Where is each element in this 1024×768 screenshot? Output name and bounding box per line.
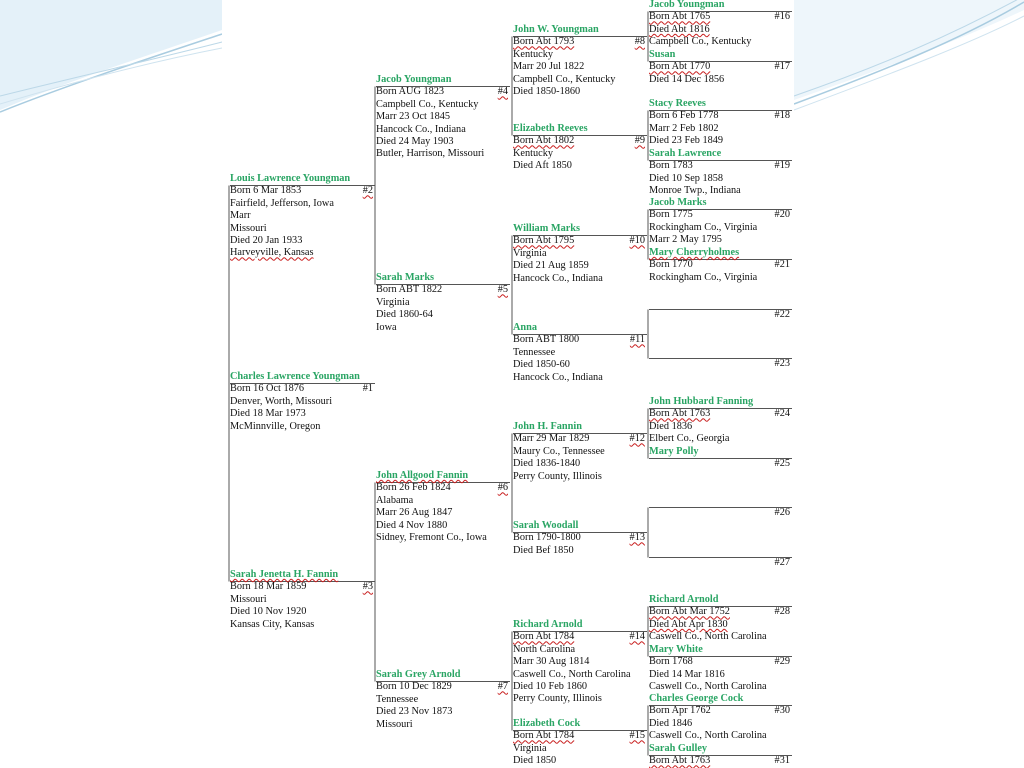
person-detail-line: Died 10 Sep 1858 (649, 172, 724, 184)
person-detail-line: Missouri (230, 593, 267, 605)
person-detail-line: Died 18 Mar 1973 (230, 408, 306, 420)
ahnentafel-number: #21 (774, 259, 790, 271)
person-detail-line: Campbell Co., Kentucky (376, 98, 479, 110)
person-detail-line: Marr 30 Aug 1814 (513, 656, 590, 668)
ahnentafel-number: #7 (497, 681, 508, 693)
person-name[interactable]: John Allgood Fannin (376, 470, 469, 481)
person-detail-line: Sidney, Fremont Co., Iowa (376, 531, 487, 543)
person-name[interactable]: Sarah Gulley (649, 743, 708, 754)
person-15 (513, 718, 645, 768)
person-detail-line: Campbell Co., Kentucky (513, 73, 616, 85)
ahnentafel-number: #8 (634, 36, 645, 48)
person-12 (513, 421, 645, 483)
person-name[interactable]: Jacob Marks (649, 197, 707, 208)
person-13 (513, 520, 645, 557)
person-detail-line: Virginia (513, 247, 547, 259)
person-9 (513, 123, 645, 173)
ahnentafel-number: #25 (774, 458, 790, 470)
ahnentafel-number: #20 (774, 209, 790, 221)
person-detail-line: Elbert Co., Georgia (649, 433, 730, 445)
person-name[interactable]: Louis Lawrence Youngman (230, 173, 351, 184)
ahnentafel-number: #28 (774, 606, 790, 618)
ahnentafel-number: #14 (629, 631, 645, 643)
ahnentafel-number: #5 (497, 284, 508, 296)
person-detail-line: Born 1775 (649, 209, 693, 221)
person-25 (649, 446, 790, 470)
ahnentafel-number: #18 (774, 110, 790, 122)
person-6 (376, 470, 508, 544)
person-17 (649, 49, 790, 86)
person-24 (649, 396, 790, 446)
person-5 (376, 272, 508, 334)
person-detail-line: Campbell Co., Kentucky (649, 36, 752, 48)
person-detail-line: Harveyville, Kansas (230, 247, 314, 259)
person-4 (376, 74, 508, 161)
ahnentafel-number: #29 (774, 656, 790, 668)
person-name[interactable]: Susan (649, 49, 676, 60)
person-detail-line: Caswell Co., North Carolina (649, 681, 767, 693)
person-name[interactable]: Charles George Cock (649, 693, 744, 704)
person-3 (230, 569, 373, 631)
person-detail-line: Hancock Co., Indiana (513, 272, 603, 284)
person-detail-line: Marr 23 Oct 1845 (376, 111, 451, 123)
ahnentafel-number: #9 (634, 135, 645, 147)
person-name[interactable]: John Hubbard Fanning (649, 396, 754, 407)
ahnentafel-number: #3 (362, 581, 373, 593)
ahnentafel-number: #23 (774, 358, 790, 370)
person-detail-line: Born ABT 1800 (513, 334, 580, 346)
person-name[interactable]: Richard Arnold (649, 594, 719, 605)
ahnentafel-number: #2 (362, 185, 373, 197)
person-detail-line: Caswell Co., North Carolina (649, 730, 767, 742)
person-detail-line: Tennessee (376, 693, 419, 705)
ahnentafel-number: #19 (774, 160, 790, 172)
ahnentafel-number: #11 (629, 334, 645, 346)
person-detail-line: Born 1770 (649, 259, 693, 271)
person-detail-line: Hancock Co., Indiana (513, 371, 603, 383)
ahnentafel-number: #22 (774, 309, 790, 321)
ahnentafel-number: #12 (629, 433, 645, 445)
ahnentafel-number: #1 (362, 383, 373, 395)
person-detail-line: Marr 20 Jul 1822 (513, 61, 585, 73)
person-1 (230, 371, 373, 433)
person-detail-line: Rockingham Co., Virginia (649, 221, 758, 233)
person-detail-line: Monroe Twp., Indiana (649, 185, 741, 197)
person-name[interactable]: Charles Lawrence Youngman (230, 371, 360, 382)
person-detail-line: Kentucky (513, 147, 554, 159)
person-name[interactable]: Jacob Youngman (649, 0, 725, 10)
person-28 (649, 594, 790, 644)
ahnentafel-number: #24 (774, 408, 790, 420)
person-detail-line: Died 14 Dec 1856 (649, 73, 725, 85)
person-detail-line: Maury Co., Tennessee (513, 445, 605, 457)
person-name[interactable]: Jacob Youngman (376, 74, 452, 85)
person-detail-line: Born Abt 1770 (649, 61, 711, 73)
person-name[interactable]: Sarah Marks (376, 272, 435, 283)
person-detail-line: Died 23 Feb 1849 (649, 135, 724, 147)
person-19 (649, 148, 790, 198)
person-27 (649, 545, 790, 569)
person-detail-line: Marr 2 Feb 1802 (649, 122, 719, 134)
person-detail-line: Died 10 Feb 1860 (513, 680, 588, 692)
person-name[interactable]: Sarah Jenetta H. Fannin (230, 569, 339, 580)
person-name[interactable]: Sarah Woodall (513, 520, 579, 531)
person-name[interactable]: Stacy Reeves (649, 98, 706, 109)
ahnentafel-number: #6 (497, 482, 508, 494)
person-detail-line: Died 24 May 1903 (376, 135, 454, 147)
ahnentafel-number: #26 (774, 507, 790, 519)
person-detail-line: Marr 29 Mar 1829 (513, 433, 590, 445)
person-detail-line: Died 1850 (513, 755, 557, 767)
person-detail-line: Missouri (230, 222, 267, 234)
person-name[interactable] (649, 545, 790, 557)
person-name[interactable]: Elizabeth Cock (513, 718, 581, 729)
person-detail-line: Born 1790-1800 (513, 532, 581, 544)
ahnentafel-number: #4 (497, 86, 508, 98)
person-detail-line: Died 1836-1840 (513, 458, 581, 470)
person-name[interactable]: Elizabeth Reeves (513, 123, 588, 134)
person-14 (513, 619, 645, 706)
person-20 (649, 197, 790, 247)
person-21 (649, 247, 790, 284)
person-detail-line: Born Abt 1784 (513, 730, 575, 742)
person-detail-line: Virginia (376, 296, 410, 308)
person-detail-line: Born 18 Mar 1859 (230, 581, 307, 593)
person-detail-line: Born 1783 (649, 160, 693, 172)
person-detail-line: Born 1768 (649, 656, 693, 668)
person-detail-line: Fairfield, Jefferson, Iowa (230, 197, 334, 209)
person-detail-line: Hancock Co., Indiana (376, 123, 466, 135)
person-detail-line: Born 6 Mar 1853 (230, 185, 302, 197)
person-detail-line: Born Abt 1765 (649, 11, 711, 23)
person-detail-line: Died Abt Apr 1830 (649, 618, 728, 630)
person-name[interactable]: Richard Arnold (513, 619, 583, 630)
person-detail-line: Born 16 Oct 1876 (230, 383, 305, 395)
person-detail-line: Born 10 Dec 1829 (376, 681, 452, 693)
person-detail-line: Born Abt 1793 (513, 36, 575, 48)
person-29 (649, 644, 790, 694)
person-detail-line: Died 23 Nov 1873 (376, 706, 453, 718)
person-detail-line: Missouri (376, 718, 413, 730)
person-name[interactable]: Sarah Lawrence (649, 148, 722, 159)
person-detail-line: Born Abt 1802 (513, 135, 575, 147)
person-detail-line: McMinnville, Oregon (230, 420, 321, 432)
person-name[interactable] (649, 346, 790, 358)
ahnentafel-number: #17 (774, 61, 790, 73)
person-name[interactable]: Sarah Grey Arnold (376, 669, 461, 680)
person-detail-line: Perry County, Illinois (513, 693, 602, 705)
person-detail-line: Died 1846 (649, 717, 693, 729)
person-detail-line: Virginia (513, 742, 547, 754)
person-detail-line: Born Apr 1762 (649, 705, 711, 717)
person-detail-line: Died 1850-1860 (513, 85, 581, 97)
person-name[interactable] (649, 297, 790, 309)
person-name[interactable]: Anna (513, 322, 538, 333)
ahnentafel-number: #16 (774, 11, 790, 23)
person-detail-line: Died 14 Mar 1816 (649, 668, 725, 680)
person-detail-line: Died 1850-60 (513, 359, 570, 371)
person-detail-line: Born Abt 1763 (649, 408, 711, 420)
person-detail-line: Died 21 Aug 1859 (513, 260, 589, 272)
person-detail-line: North Carolina (513, 643, 576, 655)
person-detail-line: Kansas City, Kansas (230, 618, 315, 630)
person-18 (649, 98, 790, 148)
person-detail-line: Iowa (376, 321, 397, 333)
person-detail-line: Butler, Harrison, Missouri (376, 148, 485, 160)
ahnentafel-number: #10 (629, 235, 645, 247)
person-detail-line: Died Aft 1850 (513, 160, 572, 172)
pedigree-chart (222, 0, 794, 768)
person-2 (230, 173, 373, 260)
person-name[interactable]: William Marks (513, 223, 581, 234)
person-name[interactable]: Mary White (649, 644, 703, 655)
person-detail-line: Alabama (376, 494, 414, 506)
ahnentafel-number: #27 (774, 557, 790, 569)
person-detail-line: Died 10 Nov 1920 (230, 606, 307, 618)
person-11 (513, 322, 645, 384)
ahnentafel-number: #15 (629, 730, 645, 742)
person-10 (513, 223, 645, 285)
person-detail-line: Marr 26 Aug 1847 (376, 507, 453, 519)
person-detail-line: Perry County, Illinois (513, 470, 602, 482)
person-7 (376, 669, 508, 731)
person-detail-line: Died 20 Jan 1933 (230, 234, 303, 246)
person-detail-line: Born Abt 1763 (649, 755, 711, 767)
person-name[interactable]: John H. Fannin (513, 421, 582, 432)
person-detail-line: Died Abt 1816 (649, 23, 710, 35)
ahnentafel-number: #31 (774, 755, 790, 767)
person-detail-line: Denver, Worth, Missouri (230, 395, 333, 407)
person-22 (649, 297, 790, 321)
person-16 (649, 0, 790, 49)
person-detail-line: Caswell Co., North Carolina (649, 631, 767, 643)
person-detail-line: Born 6 Feb 1778 (649, 110, 719, 122)
ahnentafel-number: #30 (774, 705, 790, 717)
person-23 (649, 346, 790, 370)
person-detail-line: Born 26 Feb 1824 (376, 482, 451, 494)
person-detail-line: Died Bef 1850 (513, 544, 574, 556)
person-detail-line: Kentucky (513, 48, 554, 60)
person-detail-line: Born Abt 1795 (513, 235, 575, 247)
person-detail-line: Born Abt Mar 1752 (649, 606, 730, 618)
person-31 (649, 743, 790, 768)
person-detail-line: Rockingham Co., Virginia (649, 271, 758, 283)
person-26 (649, 495, 790, 519)
person-detail-line: Born AUG 1823 (376, 86, 445, 98)
person-detail-line: Caswell Co., North Carolina (513, 668, 631, 680)
person-detail-line: Tennessee (513, 346, 556, 358)
person-detail-line: Died 1836 (649, 420, 693, 432)
person-detail-line: Marr (230, 210, 251, 222)
person-detail-line: Died 1860-64 (376, 309, 433, 321)
person-name[interactable]: Mary Cherryholmes (649, 247, 740, 258)
person-8 (513, 24, 645, 98)
person-detail-line: Born ABT 1822 (376, 284, 443, 296)
person-detail-line: Marr 2 May 1795 (649, 234, 722, 246)
person-name[interactable]: John W. Youngman (513, 24, 599, 35)
person-detail-line: Born Abt 1784 (513, 631, 575, 643)
person-detail-line: Died 4 Nov 1880 (376, 519, 448, 531)
person-name[interactable]: Mary Polly (649, 446, 699, 457)
ahnentafel-number: #13 (629, 532, 645, 544)
person-30 (649, 693, 790, 743)
person-name[interactable] (649, 495, 790, 507)
